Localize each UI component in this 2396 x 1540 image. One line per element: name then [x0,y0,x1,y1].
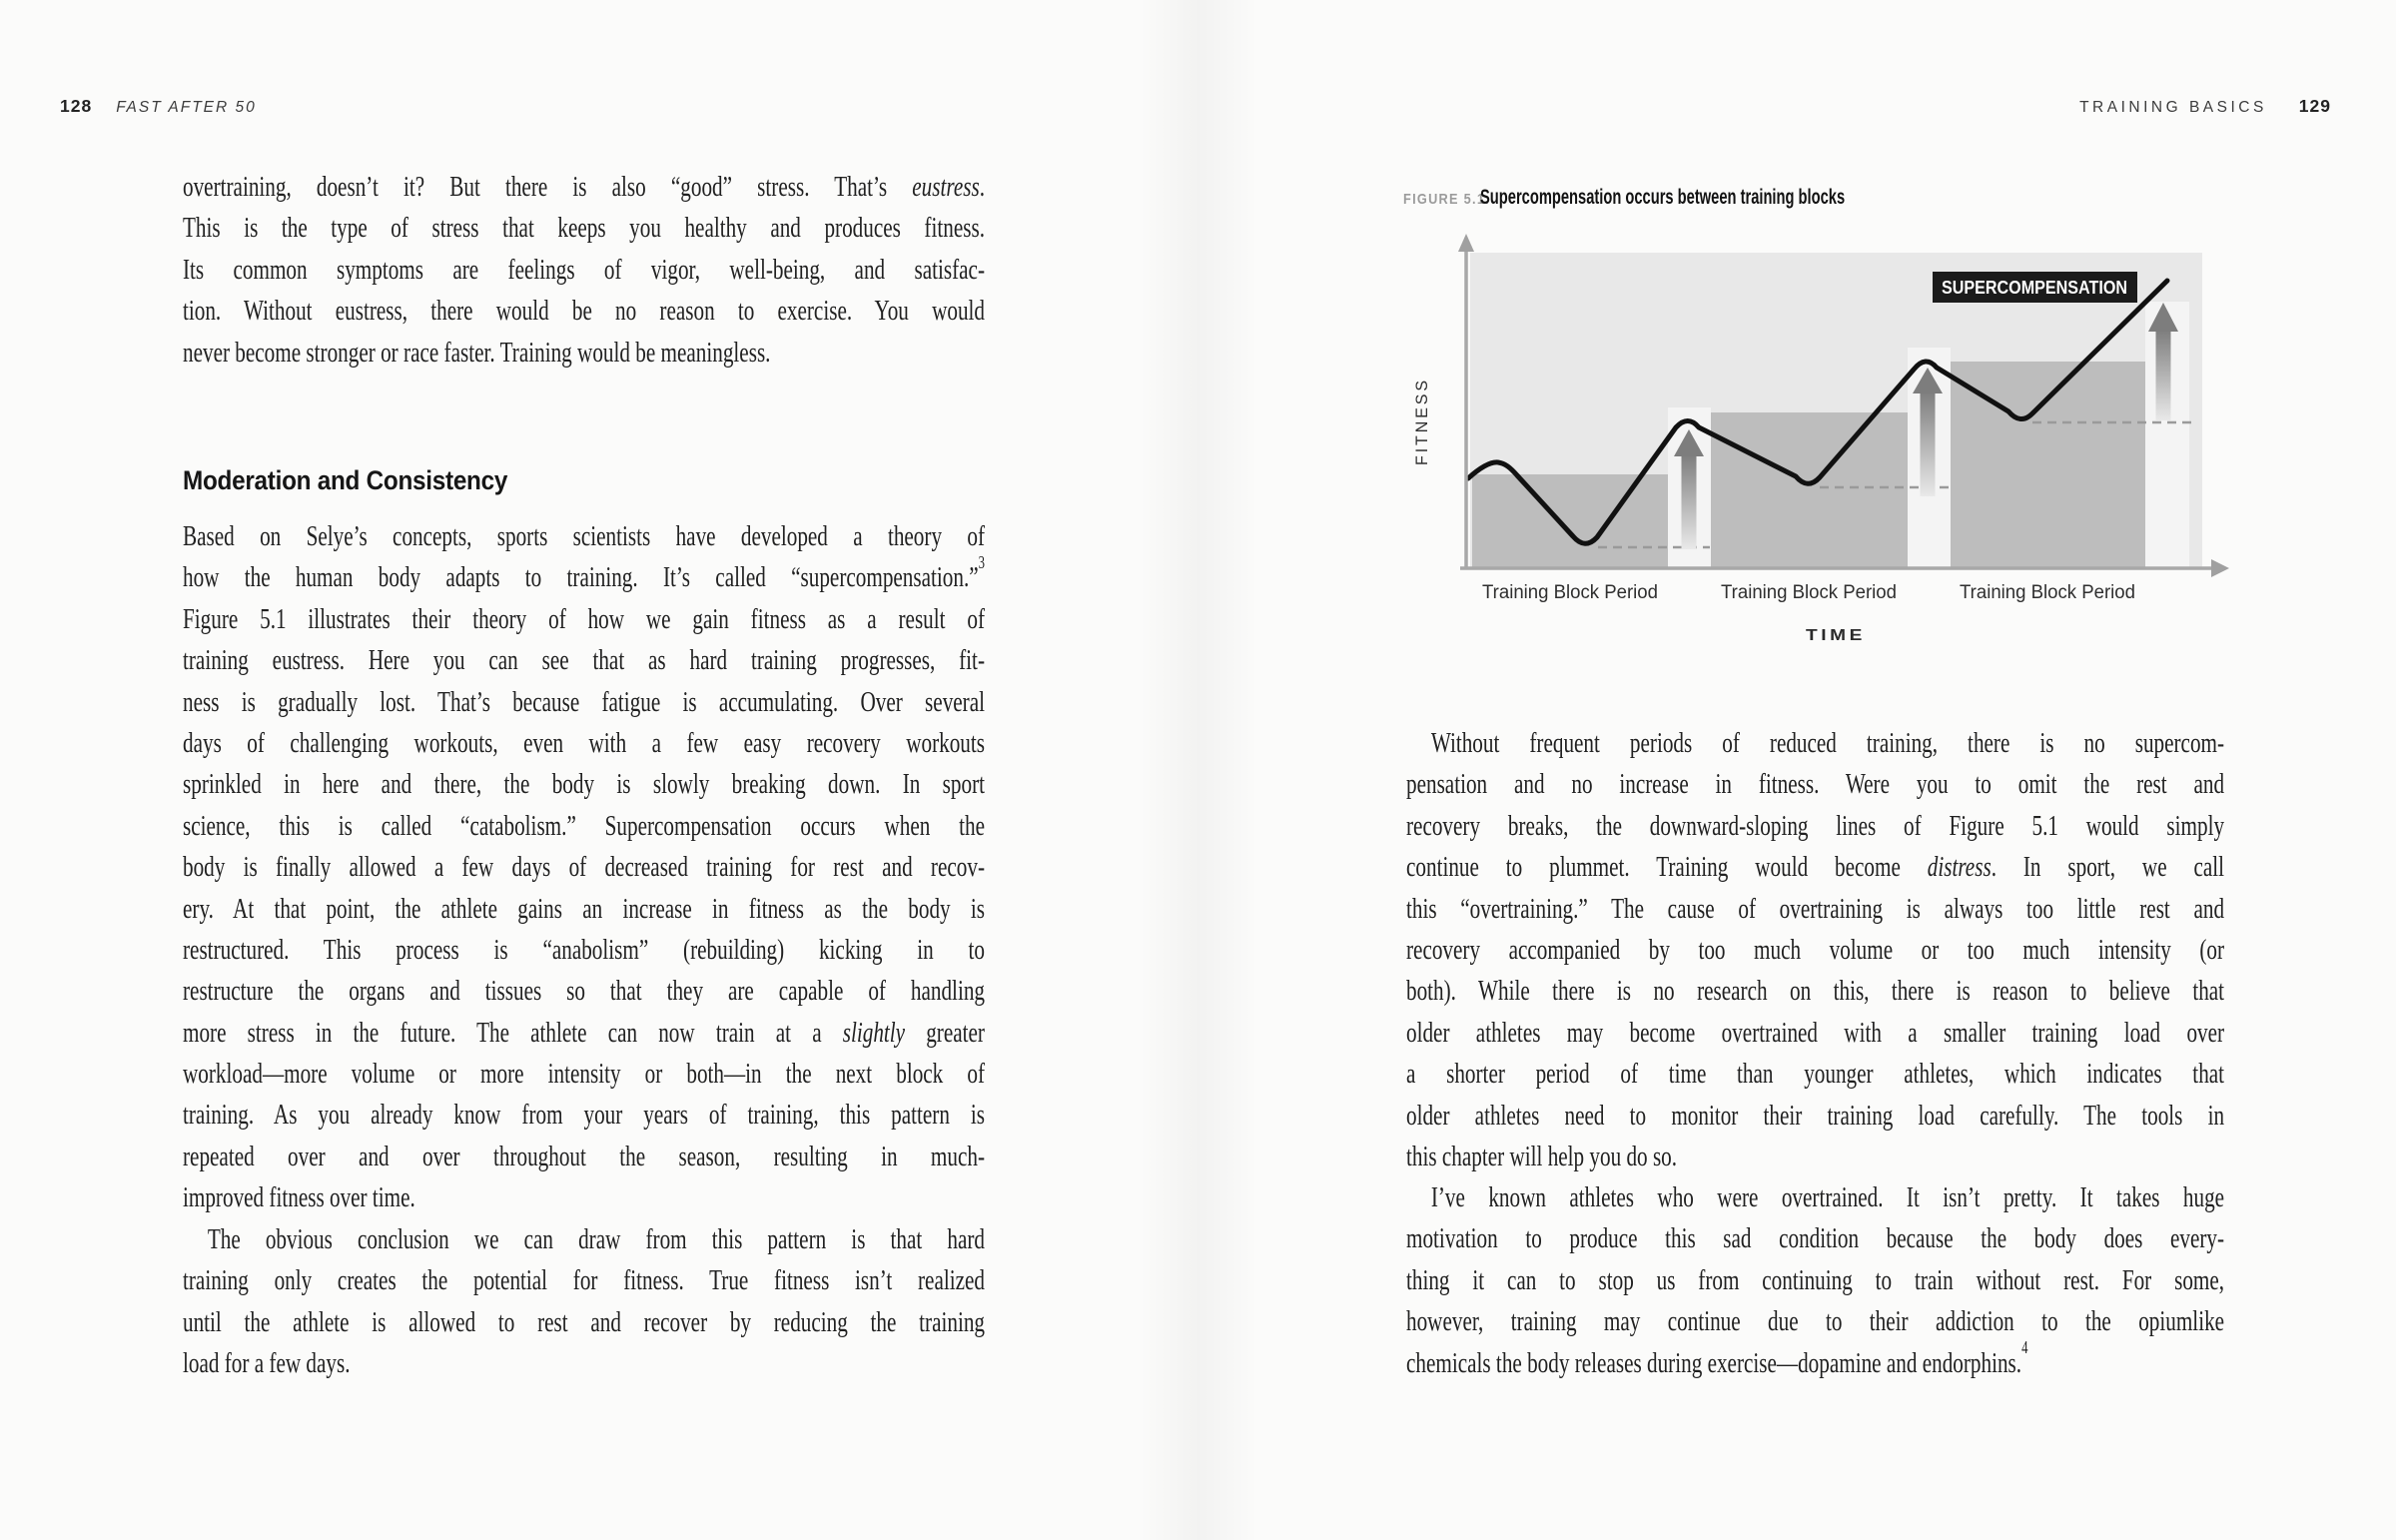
text-line: motivation to produce this sad condition because the body does every- [1406,1222,2225,1255]
text-line: Its common symptoms are feelings of vigor, well-being, and satisfac- [183,253,985,286]
text-line: however, training may continue due to their addiction to the opiumlike [1406,1305,2225,1338]
text-line: restructure the organs and tissues so that they are capable of handling [183,975,985,1008]
text-line: ery. At that point, the athlete gains an increase in fitness as the body is [183,892,985,925]
training-block-label-2: Training Block Period [1721,582,1897,603]
paragraph-supercompensation-theory [183,516,985,1219]
text-line: Figure 5.1 illustrates their theory of how we gain fitness as a result of [183,602,985,635]
text-line: older athletes need to monitor their training load carefully. The tools in [1406,1099,2225,1132]
text-line: recovery breaks, the downward-sloping lines of Figure 5.1 would simply [1406,809,2225,842]
text-line: restructured. This process is “anabolism” (rebuilding) kicking in to [183,933,985,966]
text-line: ness is gradually lost. That’s because fatigue is accumulating. Over several [183,685,985,718]
page-number-right: 129 [2298,96,2331,116]
running-head-right [2079,96,2331,117]
text-line: body is finally allowed a few days of decreased training for rest and recov- [183,851,985,884]
text-line: Based on Selye’s concepts, sports scientists have developed a theory of [183,520,985,552]
text-line: never become stronger or race faster. Training would be meaningless. [183,336,771,369]
text-line: improved fitness over time. [183,1181,415,1214]
text-line: chemicals the body releases during exercise—dopamine and endorphins.$^4$ [1406,1337,2028,1379]
paragraph-overtraining [183,167,985,374]
text-line: a shorter period of time than younger athletes, which indicates that [1406,1058,2225,1091]
text-line: this chapter will help you do so. [1406,1140,1678,1172]
x-axis-label: TIME [1806,627,1866,644]
text-line: sprinkled in here and there, the body is slowly breaking down. In sport [183,768,985,801]
text-line: until the athlete is allowed to rest and recover by reducing the training [183,1305,985,1338]
text-line: continue to plummet. Training would become distress. In sport, we call [1406,851,2225,884]
text-line: days of challenging workouts, even with a few easy recovery workouts [183,726,985,759]
text-line: older athletes may become overtrained with a smaller training load over [1406,1016,2225,1049]
text-line: Without frequent periods of reduced training, there is no supercom- [1430,727,2225,759]
supercompensation-label: SUPERCOMPENSATION [1942,278,2127,298]
figure-title: Supercompensation occurs between training blocks [1480,186,1846,209]
text-line: science, this is called “catabolism.” Supercompensation occurs when the [183,809,985,842]
text-line: The obvious conclusion we can draw from this pattern is that hard [207,1223,985,1255]
training-block-1 [1472,474,1668,568]
section-heading: Moderation and Consistency [183,465,508,495]
page-gutter-shadow [1139,0,1258,1540]
x-axis-arrow-icon [2211,559,2229,577]
paragraph-without-frequent-periods [1406,723,2224,1177]
text-line: recovery accompanied by too much volume or too much intensity (or [1406,933,2225,966]
text-line: thing it can to stop us from continuing to train without rest. For some, [1406,1263,2225,1296]
text-line: training. As you already know from your years of training, this pattern is [183,1099,985,1132]
training-block-label-1: Training Block Period [1482,582,1658,603]
book-title: FAST AFTER 50 [116,99,257,116]
text-line: tion. Without eustress, there would be no reason to exercise. You would [183,295,985,328]
y-axis-label: FITNESS [1413,375,1431,465]
text-line: how the human body adapts to training. It’s called “supercompensation.”$^3$ [183,551,985,594]
y-axis-arrow-icon [1458,234,1474,252]
text-line: pensation and no increase in fitness. Were you to omit the rest and [1406,768,2225,801]
supercompensation-chart [1398,222,2247,651]
paragraph-overtrained-athletes [1406,1177,2224,1384]
paragraph-obvious-conclusion [183,1219,985,1385]
text-line: overtraining, doesn’t it? But there is also “good” stress. That’s eustress. [183,171,985,203]
chapter-title: TRAINING BASICS [2079,99,2267,116]
text-line: more stress in the future. The athlete can now train at a slightly greater [183,1016,985,1049]
supercompensation-label-box [1933,272,2137,303]
text-line: training eustress. Here you can see that as hard training progresses, fit- [183,644,985,677]
text-line: I’ve known athletes who were overtrained. It isn’t pretty. It takes huge [1430,1181,2225,1213]
text-line: repeated over and over throughout the season, resulting in much- [183,1140,985,1172]
training-block-2 [1711,412,1908,568]
text-line: workload—more volume or more intensity or both—in the next block of [183,1058,985,1091]
page-number-left: 128 [60,96,93,116]
text-line: both). While there is no research on this, there is reason to believe that [1406,975,2225,1008]
text-line: load for a few days. [183,1347,351,1380]
text-line: training only creates the potential for fitness. True fitness isn’t realized [183,1264,985,1297]
text-line: This is the type of stress that keeps you healthy and produces fitness. [183,212,985,245]
text-line: this “overtraining.” The cause of overtraining is always too little rest and [1406,892,2225,925]
figure-number-label: FIGURE 5.1. [1403,191,1491,208]
running-head-left [60,96,257,117]
training-block-label-3: Training Block Period [1960,582,2135,603]
